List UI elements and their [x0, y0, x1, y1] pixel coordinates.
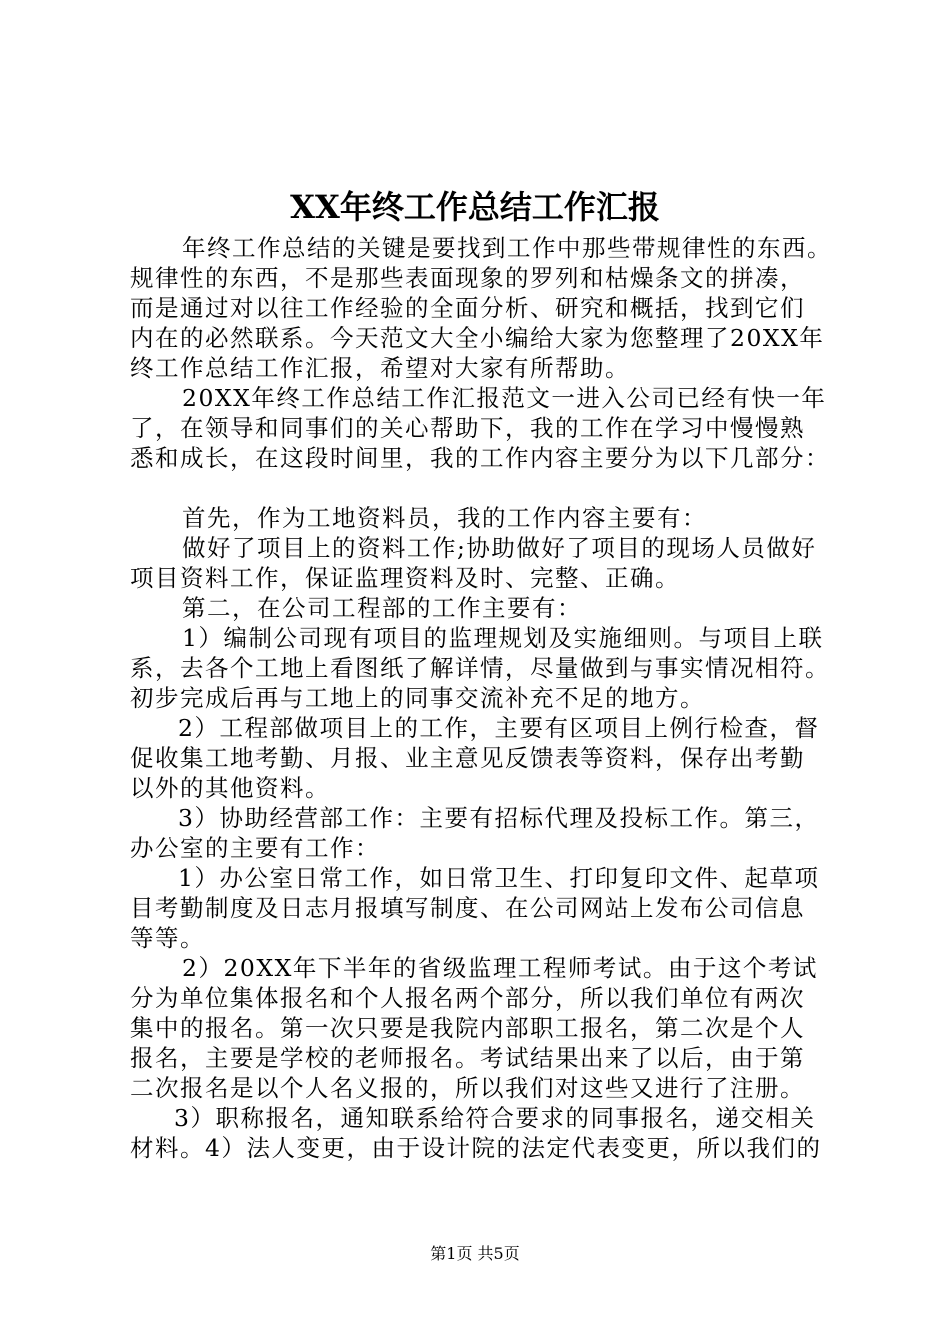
body-line: 分为单位集体报名和个人报名两个部分，所以我们单位有两次 — [130, 984, 805, 1012]
body-line: 3）协助经营部工作：主要有招标代理及投标工作。第三， — [178, 804, 820, 832]
body-line: 系，去各个工地上看图纸了解详情，尽量做到与事实情况相符。 — [130, 654, 830, 682]
body-line: 3）职称报名，通知联系给符合要求的同事报名，递交相关 — [174, 1104, 816, 1132]
body-line: 规律性的东西，不是那些表面现象的罗列和枯燥条文的拼凑， — [130, 264, 805, 292]
body-line: 以外的其他资料。 — [130, 774, 330, 802]
body-line: 首先，作为工地资料员，我的工作内容主要有： — [182, 504, 707, 532]
body-line: 1）编制公司现有项目的监理规划及实施细则。与项目上联 — [182, 624, 824, 652]
body-line: 2）20XX年下半年的省级监理工程师考试。由于这个考试 — [182, 954, 818, 982]
body-line: 目考勤制度及日志月报填写制度、在公司网站上发布公司信息 — [130, 894, 805, 922]
body-line: 促收集工地考勤、月报、业主意见反馈表等资料，保存出考勤 — [130, 744, 805, 772]
body-line: 2）工程部做项目上的工作，主要有区项目上例行检查，督 — [178, 714, 820, 742]
body-line: 第二，在公司工程部的工作主要有： — [182, 594, 582, 622]
body-line: 年终工作总结的关键是要找到工作中那些带规律性的东西。 — [182, 234, 832, 262]
body-line: 报名，主要是学校的老师报名。考试结果出来了以后，由于第 — [130, 1044, 805, 1072]
body-line: 了，在领导和同事们的关心帮助下，我的工作在学习中慢慢熟 — [130, 414, 805, 442]
body-line — [130, 473, 858, 503]
body-line: 20XX年终工作总结工作汇报范文一进入公司已经有快一年 — [182, 384, 827, 412]
body-line: 办公室的主要有工作： — [130, 834, 380, 862]
body-line: 初步完成后再与工地上的同事交流补充不足的地方。 — [130, 684, 705, 712]
body-line: 项目资料工作，保证监理资料及时、完整、正确。 — [130, 564, 680, 592]
document-body — [130, 233, 858, 1163]
body-line: 等等。 — [130, 924, 205, 952]
body-line: 材料。4）法人变更，由于设计院的法定代表变更，所以我们的 — [130, 1134, 822, 1162]
body-line: 集中的报名。第一次只要是我院内部职工报名，第二次是个人 — [130, 1014, 805, 1042]
body-line: 做好了项目上的资料工作;协助做好了项目的现场人员做好 — [182, 534, 817, 562]
page-footer: 第1页 共5页 — [430, 1244, 520, 1263]
body-line: 1）办公室日常工作，如日常卫生、打印复印文件、起草项 — [178, 864, 820, 892]
body-line: 二次报名是以个人名义报的，所以我们对这些又进行了注册。 — [130, 1074, 805, 1102]
body-line: 悉和成长，在这段时间里，我的工作内容主要分为以下几部分： — [130, 444, 830, 472]
document-title: XX年终工作总结工作汇报 — [290, 188, 660, 226]
body-line: 而是通过对以往工作经验的全面分析、研究和概括，找到它们 — [130, 294, 805, 322]
body-line: 终工作总结工作汇报，希望对大家有所帮助。 — [130, 354, 630, 382]
body-line: 内在的必然联系。今天范文大全小编给大家为您整理了20XX年 — [130, 324, 825, 352]
